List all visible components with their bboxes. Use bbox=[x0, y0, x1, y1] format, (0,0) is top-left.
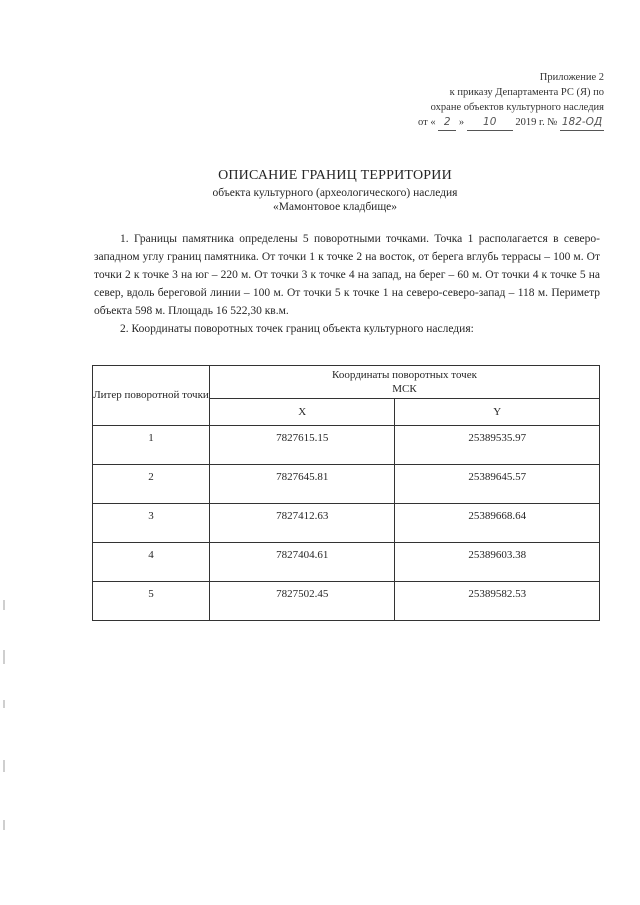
title-object-name: «Мамонтовое кладбище» bbox=[272, 201, 398, 213]
scan-edge-mark bbox=[3, 600, 5, 610]
column-header-y: Y bbox=[395, 399, 600, 426]
table-row bbox=[93, 543, 600, 582]
title-object-type: объекта культурного (археологического) наследия bbox=[212, 187, 458, 199]
scan-edge-mark bbox=[3, 820, 5, 830]
appendix-label: Приложение 2 bbox=[539, 72, 604, 83]
scan-edge-mark bbox=[3, 650, 5, 664]
column-header-coordinates: Координаты поворотных точек МСК bbox=[210, 366, 600, 399]
cell-x: 7827615.15 bbox=[210, 426, 395, 465]
cell-x: 7827412.63 bbox=[210, 504, 395, 543]
paragraph-boundaries: 1. Границы памятника определены 5 поворотными точками. Точка 1 располагается в северо-западном углу границ памятника. От точки 1 к точке 2 на восток, от берега вглубь террасы – 100 м. От точки 2 к точке 3 на юг – 220 м. От точки 3 к точке 4 на запад, на берег – 60 м. От точки 4 к точке 5 на север, вдоль береговой линии – 100 м. От точки 5 к точке 1 на северо-северо-запад – 118 м. Периметр объекта 598 м. Площадь 16 522,30 кв.м. bbox=[94, 233, 600, 317]
cell-point: 2 bbox=[93, 465, 210, 504]
cell-x: 7827404.61 bbox=[210, 543, 395, 582]
description-text bbox=[94, 230, 600, 338]
table-row bbox=[93, 426, 600, 465]
paragraph-coordinates-intro: 2. Координаты поворотных точек границ объекта культурного наследия: bbox=[120, 323, 474, 335]
cell-point: 4 bbox=[93, 543, 210, 582]
title-main: ОПИСАНИЕ ГРАНИЦ ТЕРРИТОРИИ bbox=[218, 168, 452, 183]
appendix-order-ref: к приказу Департамента РС (Я) по bbox=[449, 87, 604, 98]
appendix-date-line: от « 2 » 10 2019 г. № 182-ОД bbox=[394, 115, 604, 131]
scan-edge-mark bbox=[3, 760, 5, 772]
cell-y: 25389603.38 bbox=[395, 543, 600, 582]
document-title bbox=[100, 168, 570, 214]
appendix-header bbox=[394, 70, 604, 131]
appendix-department: охране объектов культурного наследия bbox=[430, 102, 604, 113]
cell-point: 3 bbox=[93, 504, 210, 543]
table-row bbox=[93, 582, 600, 621]
column-header-x: X bbox=[210, 399, 395, 426]
date-month: 10 bbox=[467, 115, 513, 131]
cell-y: 25389668.64 bbox=[395, 504, 600, 543]
cell-y: 25389535.97 bbox=[395, 426, 600, 465]
date-day: 2 bbox=[438, 115, 456, 131]
table-row bbox=[93, 465, 600, 504]
column-header-point: Литер поворотной точки bbox=[93, 366, 210, 426]
coordinates-table bbox=[92, 365, 600, 621]
cell-point: 1 bbox=[93, 426, 210, 465]
cell-y: 25389645.57 bbox=[395, 465, 600, 504]
order-number: 182-ОД bbox=[560, 115, 604, 131]
table-row bbox=[93, 504, 600, 543]
scan-edge-mark bbox=[3, 700, 5, 708]
cell-y: 25389582.53 bbox=[395, 582, 600, 621]
cell-x: 7827502.45 bbox=[210, 582, 395, 621]
cell-point: 5 bbox=[93, 582, 210, 621]
cell-x: 7827645.81 bbox=[210, 465, 395, 504]
